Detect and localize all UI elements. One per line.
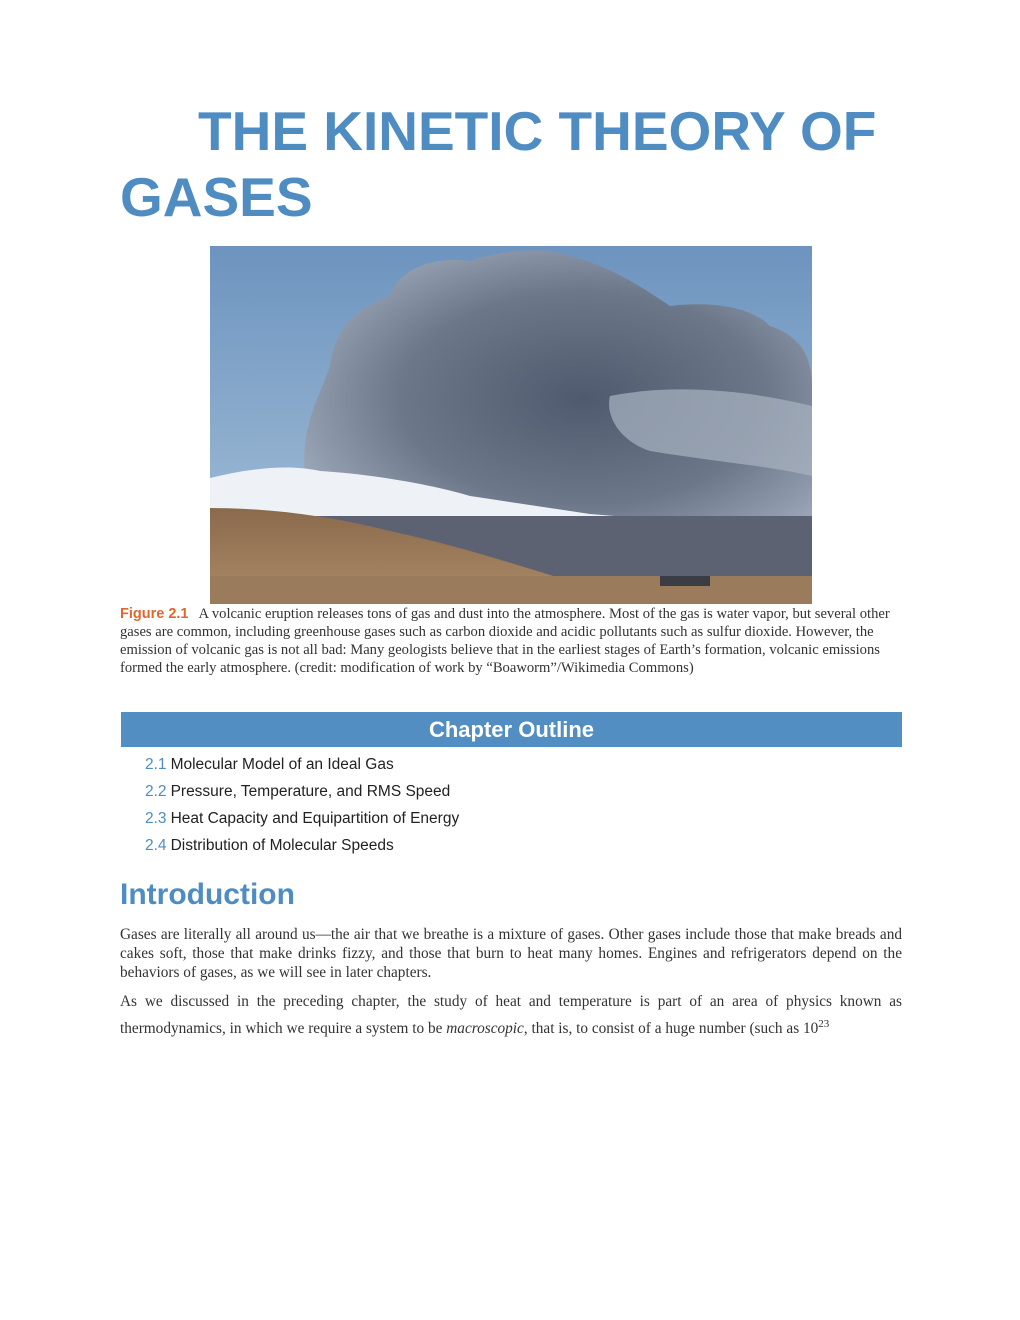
introduction-heading: Introduction [120,878,295,911]
outline-item-number: 2.3 [145,810,167,827]
exponent-base: 10 [802,1020,819,1038]
outline-item[interactable] [145,754,459,781]
outline-item-label: Pressure, Temperature, and RMS Speed [170,783,451,800]
outline-item-number: 2.2 [145,783,167,800]
outline-item[interactable] [145,781,459,808]
introduction-paragraph-1: Gases are literally all around us—the air that we breathe is a mixture of gases. Other gases include those that make breads and cakes soft, those that make drinks fizzy, and those that burn to heat many homes. Engines and refrigerators depend on the behaviors of gases, as we will see in later chapters. [120,926,902,981]
chapter-title-line2: GASES [120,166,313,228]
chapter-title-line1: THE KINETIC THEORY OF [198,100,877,162]
outline-item-number: 2.4 [145,837,167,854]
figure-caption-text: A volcanic eruption releases tons of gas and dust into the atmosphere. Most of the gas is water vapor, but several other gases are common, including greenhouse gases such as carbon dioxide and acidic pollutants such as sulfur dioxide. However, the emission of volcanic gas is not all bad: Many geologists believe that in the earliest stages of Earth’s formation, volcanic emissions formed the early atmosphere. (credit: modification of work by “Boaworm”/Wikimedia Commons) [120,606,890,676]
chapter-outline-header: Chapter Outline [121,712,902,747]
chapter-title [120,98,920,230]
paragraph-text: As we discussed in the preceding chapter, the study of heat and temperature is part of an area of physics known as thermodynamics, in which we require a system to be [120,993,902,1038]
introduction-paragraph-2 [120,990,902,1040]
figure-caption [120,605,902,677]
outline-item[interactable] [145,835,459,862]
outline-item-label: Heat Capacity and Equipartition of Energy [170,810,460,827]
exponent-power: 23 [818,1018,830,1030]
volcano-eruption-photo [210,246,812,604]
outline-item-label: Distribution of Molecular Speeds [170,837,394,854]
outline-item[interactable] [145,808,459,835]
photo-illustration [210,246,812,604]
outline-item-label: Molecular Model of an Ideal Gas [170,756,394,773]
figure-label: Figure 2.1 [120,606,189,622]
outline-item-number: 2.1 [145,756,167,773]
chapter-outline-list [145,754,459,862]
paragraph-text: , that is, to consist of a huge number (such as [523,1020,803,1038]
emphasis-macroscopic: macroscopic [446,1020,524,1038]
